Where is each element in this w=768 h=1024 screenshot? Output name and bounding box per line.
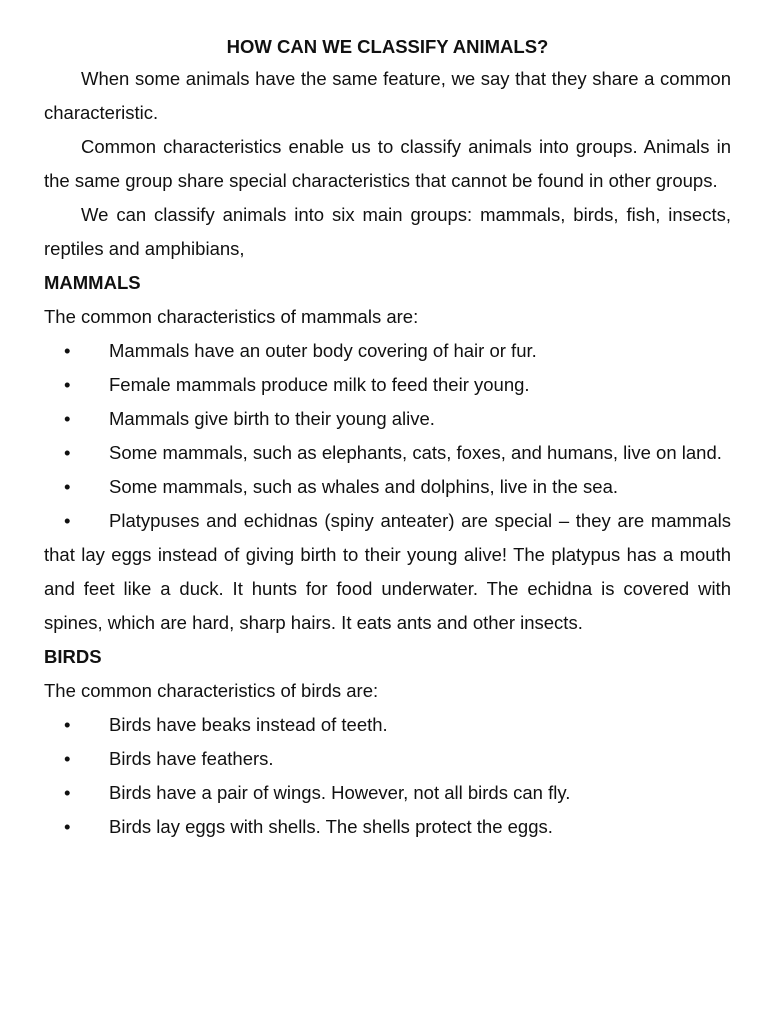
bullet-icon: • xyxy=(64,408,71,429)
section-heading: BIRDS xyxy=(44,646,102,667)
section-mammals xyxy=(44,266,731,640)
bullet-icon: • xyxy=(64,340,71,361)
list-item xyxy=(44,470,731,504)
bullet-icon: • xyxy=(64,510,71,531)
section-intro: The common characteristics of birds are: xyxy=(44,680,379,701)
list-item xyxy=(44,776,731,810)
list-item-text: Mammals have an outer body covering of hair or fur. xyxy=(109,340,537,361)
list-item-text: Birds have a pair of wings. However, not all birds can fly. xyxy=(109,782,571,803)
bullet-icon: • xyxy=(64,374,71,395)
list-item-text: Birds lay eggs with shells. The shells protect the eggs. xyxy=(109,816,553,837)
paragraph-six-groups: We can classify animals into six main groups: mammals, birds, fish, insects, reptiles and amphibians, xyxy=(44,204,731,259)
list-item xyxy=(44,368,731,402)
list-item-text: Mammals give birth to their young alive. xyxy=(109,408,435,429)
list-item xyxy=(44,708,731,742)
list-item xyxy=(44,334,731,368)
list-item-text: Some mammals, such as whales and dolphins, live in the sea. xyxy=(109,476,619,497)
section-heading: MAMMALS xyxy=(44,272,141,293)
list-item xyxy=(44,810,731,844)
paragraph-classify-groups: Common characteristics enable us to classify animals into groups. Animals in the same group share special characteristics that cannot be found in other groups. xyxy=(44,136,731,191)
document-page xyxy=(44,32,731,844)
paragraph-common-characteristic: When some animals have the same feature, we say that they share a common characteristic. xyxy=(44,68,731,123)
bullet-icon: • xyxy=(64,816,71,837)
list-item-text: Some mammals, such as elephants, cats, foxes, and humans, live on land. xyxy=(109,442,722,463)
list-item-text: Platypuses and echidnas (spiny anteater) are special – they are mammals that lay eggs instead of giving birth to their young alive! The platypus has a mouth and feet like a duck. It hunts for food underwater. The echidna is covered with spines, which are hard, sharp hairs. It eats ants and other insects. xyxy=(44,510,731,633)
bullet-icon: • xyxy=(64,476,71,497)
list-item xyxy=(44,436,731,470)
section-intro: The common characteristics of mammals are: xyxy=(44,306,419,327)
list-item xyxy=(44,742,731,776)
section-birds xyxy=(44,640,731,844)
page-title: HOW CAN WE CLASSIFY ANIMALS? xyxy=(226,36,549,57)
list-item-text: Birds have beaks instead of teeth. xyxy=(109,714,388,735)
bullet-icon: • xyxy=(64,714,71,735)
bullet-icon: • xyxy=(64,442,71,463)
list-item-text: Birds have feathers. xyxy=(109,748,274,769)
bullet-icon: • xyxy=(64,782,71,803)
list-item xyxy=(44,504,731,640)
list-item xyxy=(44,402,731,436)
list-item-text: Female mammals produce milk to feed their young. xyxy=(109,374,530,395)
bullet-icon: • xyxy=(64,748,71,769)
